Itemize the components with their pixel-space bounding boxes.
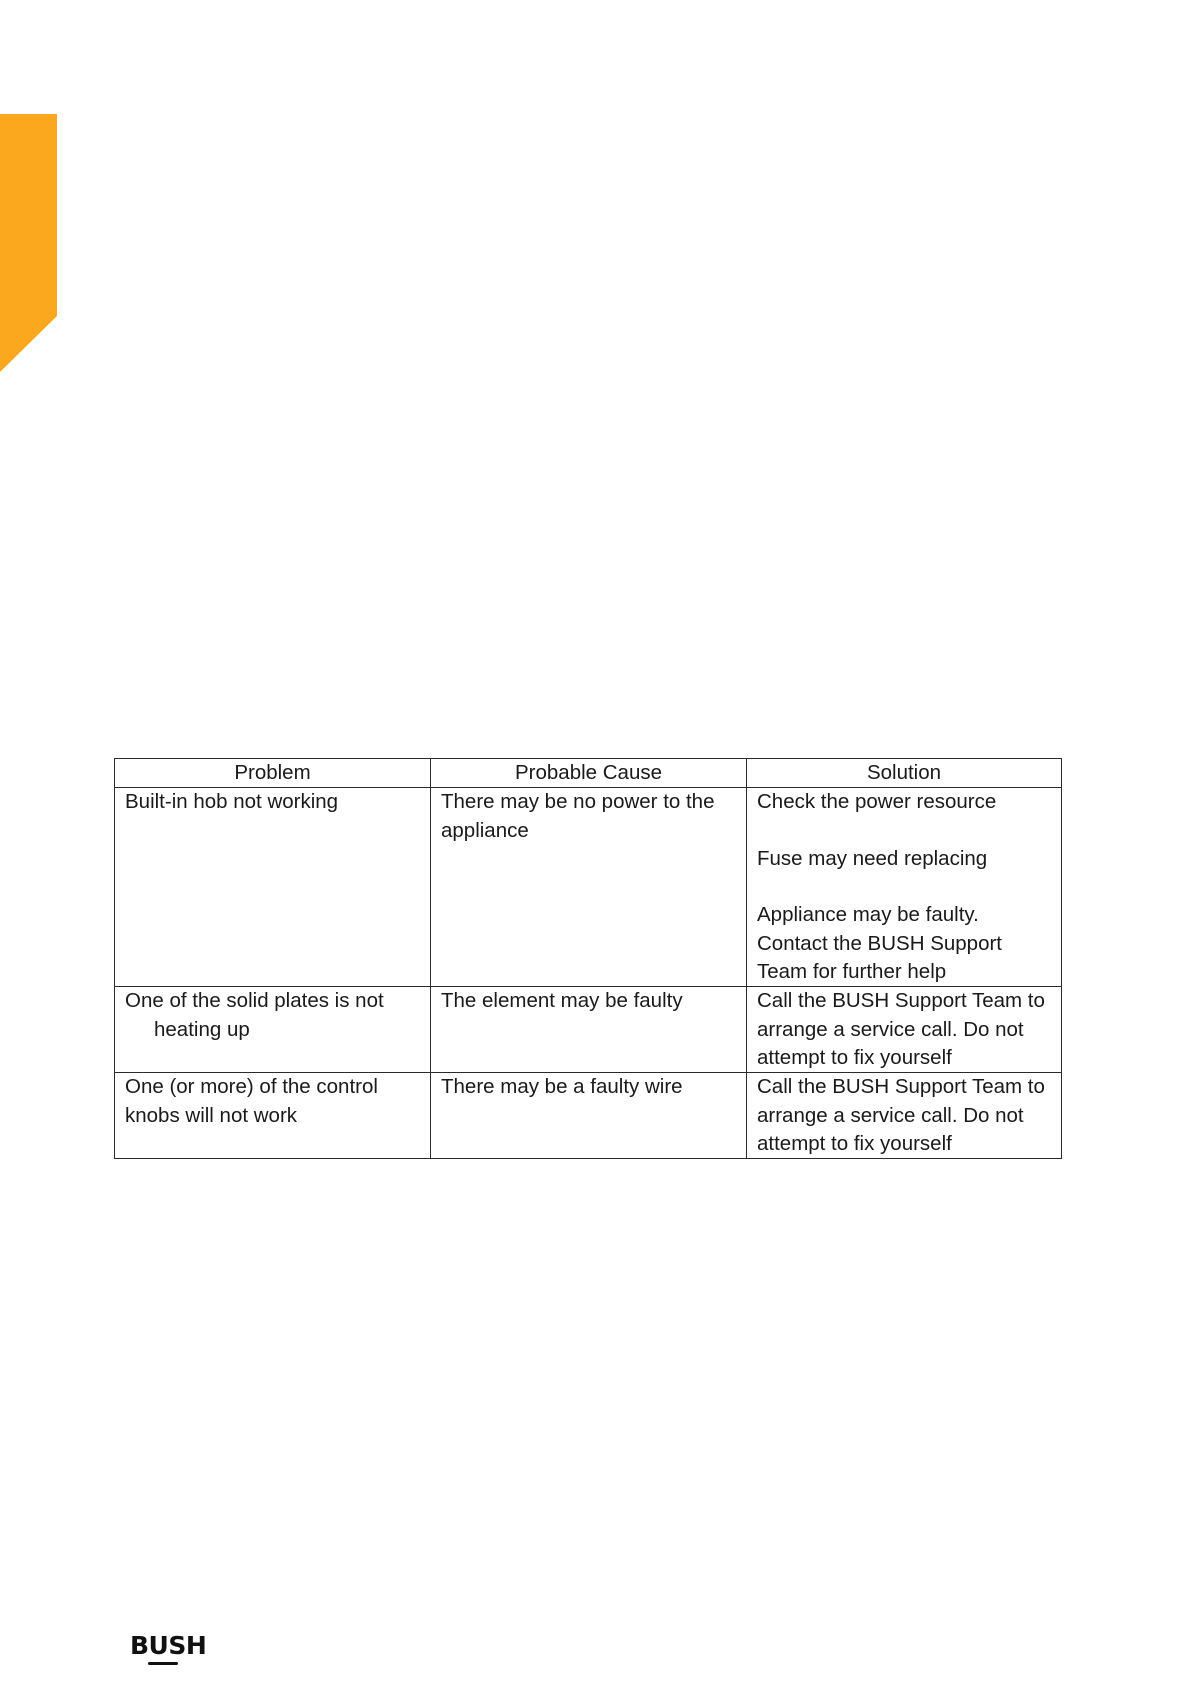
- solution-text: Call the BUSH Support Team to arrange a service call. Do not attempt to fix yourself: [757, 989, 1045, 1069]
- header-probable-cause: Probable Cause: [431, 759, 747, 788]
- solution-cell: [747, 788, 1062, 987]
- solution-text: Call the BUSH Support Team to arrange a service call. Do not attempt to fix yourself: [757, 1075, 1045, 1155]
- solution-text: Check the power resource: [757, 790, 997, 814]
- troubleshooting-table: [114, 758, 1062, 1159]
- logo-underline: [148, 1662, 178, 1665]
- orange-side-tab: [0, 114, 57, 372]
- problem-text: One of the solid plates is not heating up: [125, 989, 384, 1041]
- bush-logo: [130, 1631, 207, 1666]
- problem-cell: Built-in hob not working: [115, 788, 431, 987]
- problem-cell: [115, 987, 431, 1073]
- solution-text: Appliance may be faulty. Contact the BUSH Support Team for further help: [757, 903, 1002, 984]
- table-row: [115, 1073, 1062, 1159]
- solution-cell: [747, 987, 1062, 1073]
- cause-cell: The element may be faulty: [431, 987, 747, 1073]
- cause-cell: There may be no power to the appliance: [431, 788, 747, 987]
- solution-text: Fuse may need replacing: [757, 846, 988, 870]
- solution-cell: [747, 1073, 1062, 1159]
- table-row: [115, 987, 1062, 1073]
- problem-cell: One (or more) of the control knobs will not work: [115, 1073, 431, 1159]
- brand-wordmark: BUSH: [130, 1631, 207, 1660]
- header-solution: Solution: [747, 759, 1062, 788]
- header-problem: Problem: [115, 759, 431, 788]
- table-header-row: [115, 759, 1062, 788]
- side-tab-shape: [0, 114, 57, 372]
- table-row: [115, 788, 1062, 987]
- cause-cell: There may be a faulty wire: [431, 1073, 747, 1159]
